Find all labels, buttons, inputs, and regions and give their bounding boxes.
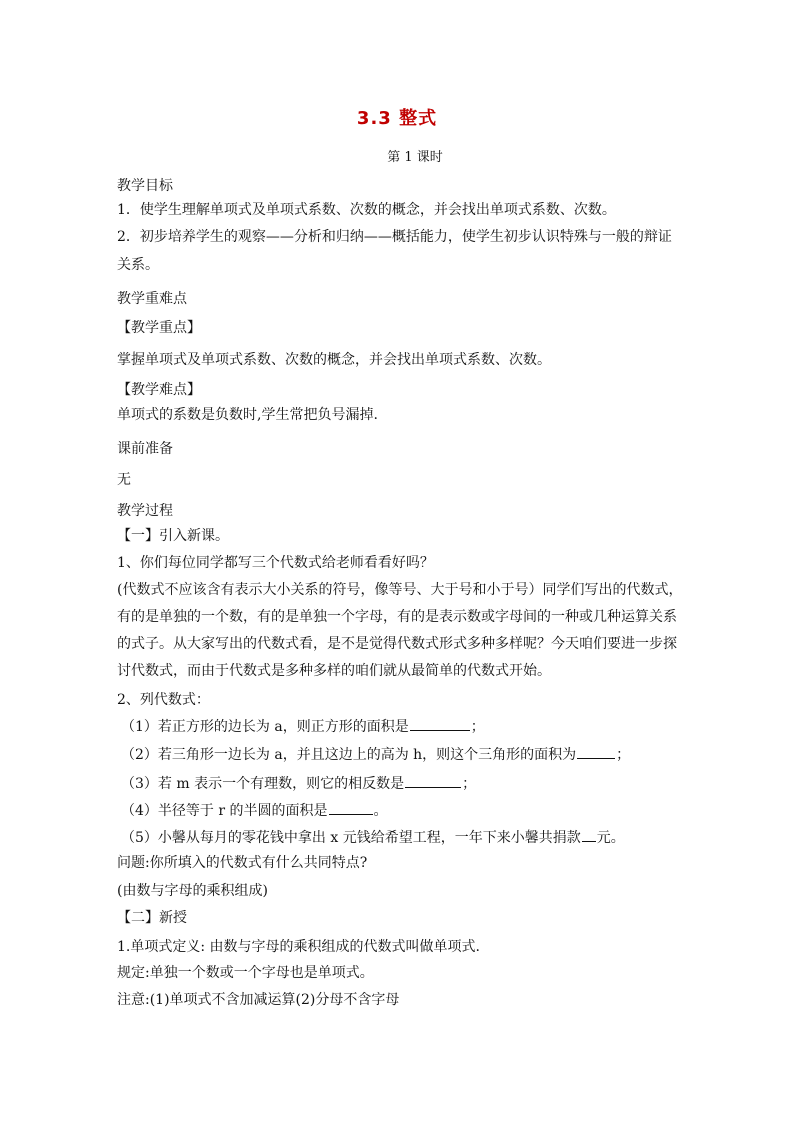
exercise-3: [121, 773, 701, 794]
common-feature-answer: (由数与字母的乘积组成): [117, 883, 268, 899]
exercise-5-text: （5）小馨从每月的零花钱中拿出 x 元钱给希望工程，一年下来小馨共捐款: [121, 830, 581, 846]
focus-label: 【教学重点】: [117, 320, 201, 336]
difficulty-text: 单项式的系数是负数时,学生常把负号漏掉.: [117, 407, 378, 423]
exercise-3-text: （3）若 m 表示一个有理数，则它的相反数是: [121, 776, 405, 792]
question-2: 2、列代数式：: [117, 692, 210, 708]
exercise-5-end: 元。: [596, 830, 625, 846]
prep-text: 无: [117, 472, 131, 488]
page-title: 3.3 整式: [356, 108, 438, 129]
part-1-label: 【一】引入新课。: [117, 528, 229, 544]
difficulty-label: 【教学难点】: [117, 382, 201, 398]
exercise-2-end: ；: [616, 747, 631, 763]
monomial-note: 注意:(1)单项式不含加减运算(2)分母不含字母: [117, 992, 400, 1008]
process-heading: 教学过程: [117, 503, 173, 519]
answer-blank-3[interactable]: [405, 773, 461, 788]
exercise-2-text: （2）若三角形一边长为 a，并且这边上的高为 h，则这个三角形的面积为: [121, 747, 577, 763]
paragraph-line-2: 有的是单独的一个数，有的是单独一个字母，有的是表示数或字母间的一种或几种运算关系: [117, 609, 677, 625]
exercise-4-text: （4）半径等于 r 的半圆的面积是: [121, 803, 328, 819]
exercise-2: [121, 744, 701, 765]
goal-item-2-line-2: 关系。: [117, 257, 159, 273]
monomial-definition: 1.单项式定义: 由数与字母的乘积组成的代数式叫做单项式.: [117, 939, 480, 955]
question-1: 1、你们每位同学都写三个代数式给老师看看好吗？: [117, 555, 434, 571]
paragraph-line-4: 讨代数式，而由于代数式是多种多样的咱们就从最简单的代数式开始。: [117, 663, 551, 679]
common-feature-question: 问题:你所填入的代数式有什么共同特点?: [117, 855, 368, 871]
focus-text: 掌握单项式及单项式系数、次数的概念，并会找出单项式系数、次数。: [117, 352, 551, 368]
key-points-heading: 教学重难点: [117, 291, 187, 307]
paragraph-line-1: (代数式不应该含有表示大小关系的符号，像等号、大于号和小于号）同学们写出的代数式，: [117, 582, 683, 598]
prep-heading: 课前准备: [117, 441, 173, 457]
goals-heading: 教学目标: [117, 178, 173, 194]
exercise-3-end: ；: [462, 776, 477, 792]
exercise-1-text: （1）若正方形的边长为 a，则正方形的面积是: [121, 719, 409, 735]
goal-item-1: 1．使学生理解单项式及单项式系数、次数的概念，并会找出单项式系数、次数。: [117, 202, 616, 218]
exercise-5: [121, 827, 701, 848]
paragraph-line-3: 的式子。从大家写出的代数式看，是不是觉得代数式形式多种多样呢？今天咱们要进一步探: [117, 636, 677, 652]
answer-blank-2[interactable]: [577, 744, 615, 759]
lesson-period: 第 1 课时: [387, 150, 443, 165]
exercise-4: [121, 800, 701, 821]
answer-blank-4[interactable]: [329, 800, 373, 815]
monomial-rule: 规定:单独一个数或一个字母也是单项式。: [117, 965, 374, 981]
answer-blank-1[interactable]: [410, 716, 470, 731]
part-2-label: 【二】新授: [117, 910, 187, 926]
exercise-1-end: ；: [470, 719, 485, 735]
exercise-4-end: 。: [373, 803, 388, 819]
exercise-1: [121, 716, 701, 737]
goal-item-2-line-1: 2．初步培养学生的观察——分析和归纳——概括能力，使学生初步认识特殊与一般的辩证: [117, 229, 672, 245]
answer-blank-5[interactable]: [582, 827, 596, 842]
